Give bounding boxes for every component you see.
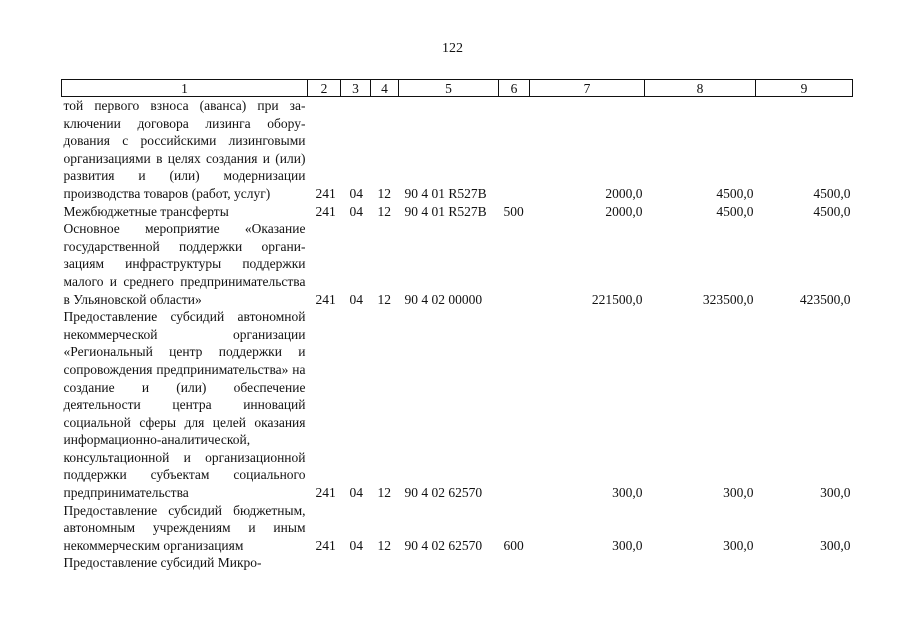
cell-col-3: [341, 554, 371, 572]
budget-table: [61, 79, 853, 572]
cell-col-3: 04: [349, 291, 363, 307]
cell-col-8: [645, 554, 756, 572]
cell-col-2: [308, 554, 341, 572]
cell-col-2: 241: [315, 485, 336, 501]
cell-col-9: 300,0: [820, 537, 851, 553]
table-row: [62, 554, 853, 572]
cell-col-4: 12: [377, 203, 391, 219]
cell-col-3: 04: [349, 485, 363, 501]
cell-col-5: 90 4 02 00000: [404, 291, 483, 307]
column-header-4: 4: [371, 80, 399, 97]
cell-col-4: 12: [377, 485, 391, 501]
table-row: [62, 203, 853, 221]
row-name: Предоставление субсидий автономной некоммерческой организации «Региональный центр поддержки и сопровождения предпринимательства» на создание и (или) обеспечение деятельности центра инноваций социальной сферы для целей оказания информационно-аналитической, консультационной и организационной поддержки субъектам социального предпринимательства: [63, 309, 306, 501]
row-name: Предоставление субсидий бюджетным, автономным учреждениям и иным некоммерческим организациям: [63, 502, 306, 553]
cell-col-3: 04: [349, 203, 363, 219]
cell-col-9: 300,0: [820, 485, 851, 501]
cell-col-9: [756, 554, 853, 572]
column-header-1: 1: [62, 80, 308, 97]
cell-col-8: 300,0: [723, 485, 754, 501]
cell-col-8: 323500,0: [702, 291, 754, 307]
column-header-9: 9: [756, 80, 853, 97]
cell-col-8: 4500,0: [716, 203, 754, 219]
cell-col-8: 300,0: [723, 537, 754, 553]
column-number-row: [62, 80, 853, 97]
cell-col-6: [499, 220, 530, 308]
cell-col-2: 241: [315, 537, 336, 553]
row-name: Межбюджетные трансферты: [63, 203, 229, 219]
row-name: Основное мероприятие «Оказание государственной поддержки организациям инфраструктуры поддержки малого и среднего предпринимательства в Ульяновской области»: [63, 221, 306, 307]
cell-col-3: 04: [349, 537, 363, 553]
cell-col-6: [499, 308, 530, 502]
cell-col-4: [371, 554, 399, 572]
column-header-2: 2: [308, 80, 341, 97]
cell-col-6: 600: [503, 537, 524, 553]
table-row: [62, 308, 853, 502]
column-header-3: 3: [341, 80, 371, 97]
row-name: Предоставление субсидий Микро-: [63, 555, 262, 571]
cell-col-5: [399, 554, 499, 572]
row-name: той первого взноса (аванса) при заключении договора лизинга оборудования с российскими лизинговыми организациями в целях создания и (или) развития и (или) модернизации производства товаров (работ, услуг): [63, 98, 306, 201]
cell-col-2: 241: [315, 185, 336, 201]
cell-col-3: 04: [349, 185, 363, 201]
column-header-5: 5: [399, 80, 499, 97]
cell-col-9: 4500,0: [813, 203, 851, 219]
cell-col-4: 12: [377, 185, 391, 201]
table-row: [62, 502, 853, 555]
cell-col-7: 2000,0: [605, 185, 643, 201]
cell-col-5: 90 4 02 62570: [404, 485, 483, 501]
cell-col-9: 4500,0: [813, 185, 851, 201]
cell-col-5: 90 4 02 62570: [404, 537, 483, 553]
cell-col-5: 90 4 01 R527B: [404, 203, 487, 219]
cell-col-7: 300,0: [612, 485, 643, 501]
cell-col-4: 12: [377, 537, 391, 553]
cell-col-7: 221500,0: [591, 291, 643, 307]
cell-col-6: [499, 97, 530, 203]
cell-col-7: 300,0: [612, 537, 643, 553]
cell-col-9: 423500,0: [799, 291, 851, 307]
cell-col-4: 12: [377, 291, 391, 307]
table-row: [62, 220, 853, 308]
column-header-8: 8: [645, 80, 756, 97]
cell-col-7: [530, 554, 645, 572]
cell-col-7: 2000,0: [605, 203, 643, 219]
cell-col-6: [499, 554, 530, 572]
column-header-7: 7: [530, 80, 645, 97]
cell-col-6: 500: [503, 203, 524, 219]
cell-col-8: 4500,0: [716, 185, 754, 201]
table-row: [62, 97, 853, 203]
cell-col-5: 90 4 01 R527B: [404, 185, 487, 201]
cell-col-2: 241: [315, 291, 336, 307]
cell-col-2: 241: [315, 203, 336, 219]
column-header-6: 6: [499, 80, 530, 97]
page-number: 122: [442, 41, 463, 56]
